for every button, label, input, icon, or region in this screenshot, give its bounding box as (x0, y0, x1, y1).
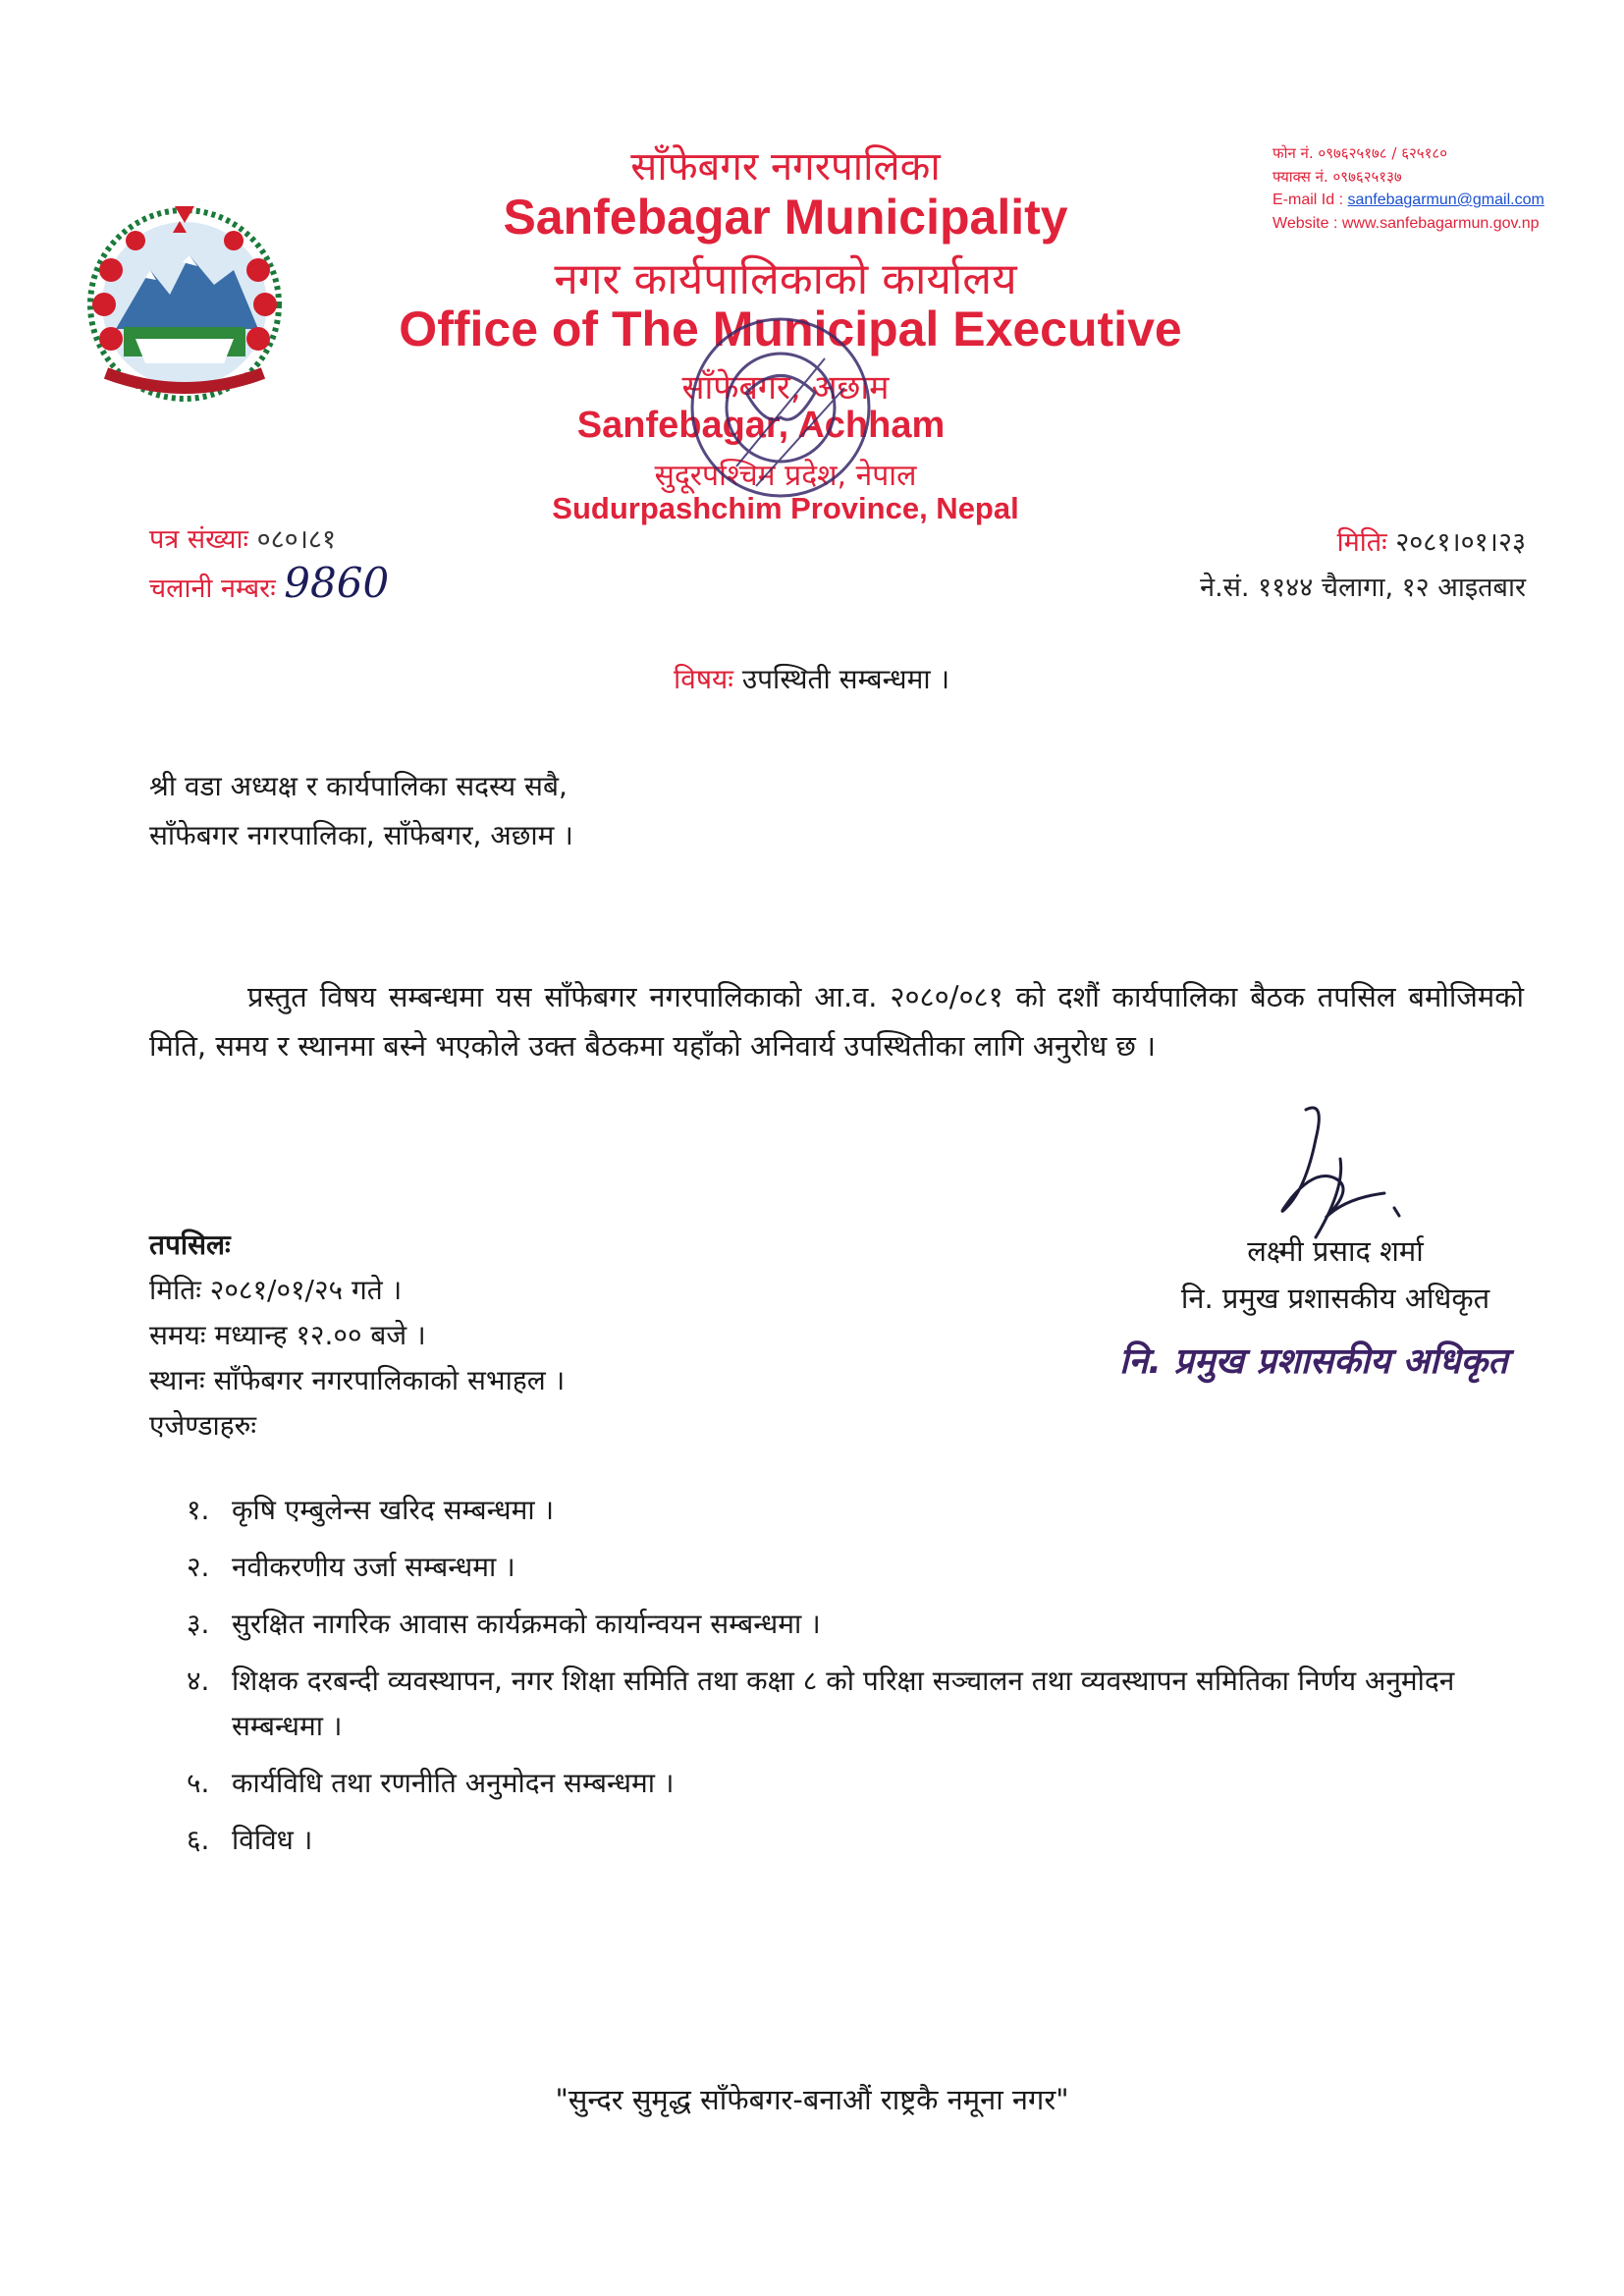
email-line (1272, 189, 1544, 212)
province-en: Sudurpashchim Province, Nepal (552, 491, 1019, 525)
agenda-text: कृषि एम्बुलेन्स खरिद सम्बन्धमा । (232, 1494, 555, 1526)
schedule-heading: तपसिलः (149, 1229, 231, 1261)
agenda-number: १. (187, 1494, 210, 1526)
designation-seal: नि. प्रमुख प्रशासकीय अधिकृत (1119, 1341, 1508, 1382)
email-link[interactable]: sanfebagarmun@gmail.com (1347, 191, 1544, 208)
agenda-text: सुरक्षित नागरिक आवास कार्यक्रमको कार्यान्वयन सम्बन्धमा । (232, 1608, 821, 1640)
schedule-block (149, 1223, 565, 1449)
office-name-en: Office of The Municipal Executive (399, 301, 1182, 356)
nepal-emblem-icon (77, 201, 293, 408)
reference-right (1200, 520, 1526, 611)
phone-text: फोन नं. ०९७६२५१७८ / ६२५१८० (1272, 144, 1447, 162)
official-stamp-icon (677, 300, 884, 545)
place-en: Sanfebagar, Achham (576, 405, 946, 446)
subject-text: उपस्थिती सम्बन्धमा । (741, 663, 950, 695)
agenda-item (187, 1545, 1522, 1590)
date-label: मितिः (1336, 527, 1387, 558)
contact-block (1272, 141, 1544, 236)
addressee-line-2: साँफेबगर नगरपालिका, साँफेबगर, अछाम । (149, 819, 573, 851)
agenda-text: कार्यविधि तथा रणनीति अनुमोदन सम्बन्धमा । (232, 1767, 675, 1799)
signer-block (1129, 1228, 1542, 1322)
footer-motto: "सुन्दर सुमृद्ध साँफेबगर-बनाऔं राष्ट्रकै नमूना नगर" (555, 2083, 1069, 2116)
dispatch-number-row (149, 559, 390, 611)
office-name-np: नगर कार्यपालिकाको कार्यालय (554, 254, 1017, 304)
date-value: २०८१।०१।२३ (1395, 527, 1526, 558)
letter-number-label: पत्र संख्याः (149, 524, 248, 555)
date-row (1200, 520, 1526, 566)
dispatch-number-value: 9860 (284, 559, 390, 607)
addressee (149, 762, 573, 860)
agenda-label: एजेण्डाहरुः (149, 1409, 257, 1442)
schedule-time: समयः मध्यान्ह १२.०० बजे । (149, 1319, 426, 1351)
body-paragraph: प्रस्तुत विषय सम्बन्धमा यस साँफेबगर नगरपालिकाको आ.व. २०८०/०८१ को दशौं कार्यपालिका बैठक तपसिल बमोजिमको मिति, समय र स्थानमा बस्ने भएकोले उक्त बैठकमा यहाँको अनिवार्य उपस्थितीका लागि अनुरोध छ । (149, 980, 1524, 1063)
agenda-number: ३. (187, 1608, 210, 1640)
municipality-name-en: Sanfebagar Municipality (503, 190, 1068, 245)
place-np: साँफेबगर, अछाम (681, 368, 890, 408)
subject-line (674, 660, 949, 697)
fax-text: फ्याक्स नं. ०९७६२५१३७ (1272, 168, 1402, 186)
reference-left (149, 519, 389, 611)
signer-name: लक्ष्मी प्रसाद शर्मा (1247, 1234, 1424, 1268)
agenda-item (187, 1488, 1522, 1533)
addressee-line-1: श्री वडा अध्यक्ष र कार्यपालिका सदस्य सबै, (149, 770, 568, 802)
signer-title: नि. प्रमुख प्रशासकीय अधिकृत (1180, 1282, 1490, 1315)
letter-number-value: ०८०।८१ (256, 524, 337, 555)
agenda-text: शिक्षक दरबन्दी व्यवस्थापन, नगर शिक्षा समिति तथा कक्षा ८ को परिक्षा सञ्चालन तथा व्यवस्थापन समितिका निर्णय अनुमोदन सम्बन्धमा । (232, 1665, 1455, 1742)
subject-label: विषयः (674, 663, 733, 695)
agenda-item (187, 1602, 1522, 1647)
municipality-name-np: साँफेबगर नगरपालिका (630, 144, 941, 190)
email-label: E-mail Id : (1272, 191, 1348, 208)
agenda-number: २. (187, 1551, 210, 1583)
schedule-date: मितिः २०८१/०१/२५ गते । (149, 1274, 403, 1306)
website-text[interactable]: Website : www.sanfebagarmun.gov.np (1272, 215, 1540, 232)
agenda-list (187, 1488, 1522, 1875)
province-np: सुदूरपश्चिम प्रदेश, नेपाल (654, 459, 917, 493)
agenda-text: नवीकरणीय उर्जा सम्बन्धमा । (232, 1551, 515, 1583)
agenda-item (187, 1818, 1522, 1863)
agenda-number: ६. (187, 1824, 210, 1856)
agenda-item (187, 1659, 1522, 1749)
agenda-text: विविध । (232, 1824, 313, 1856)
dispatch-number-label: चलानी नम्बरः (149, 574, 276, 604)
agenda-number: ५. (187, 1767, 210, 1799)
agenda-number: ४. (187, 1665, 210, 1697)
nepal-sambat-date: ने.सं. ११४४ चैलागा, १२ आइतबार (1200, 573, 1526, 603)
schedule-venue: स्थानः साँफेबगर नगरपालिकाको सभाहल । (149, 1364, 566, 1396)
agenda-item (187, 1761, 1522, 1806)
letter-number-row (149, 519, 389, 562)
